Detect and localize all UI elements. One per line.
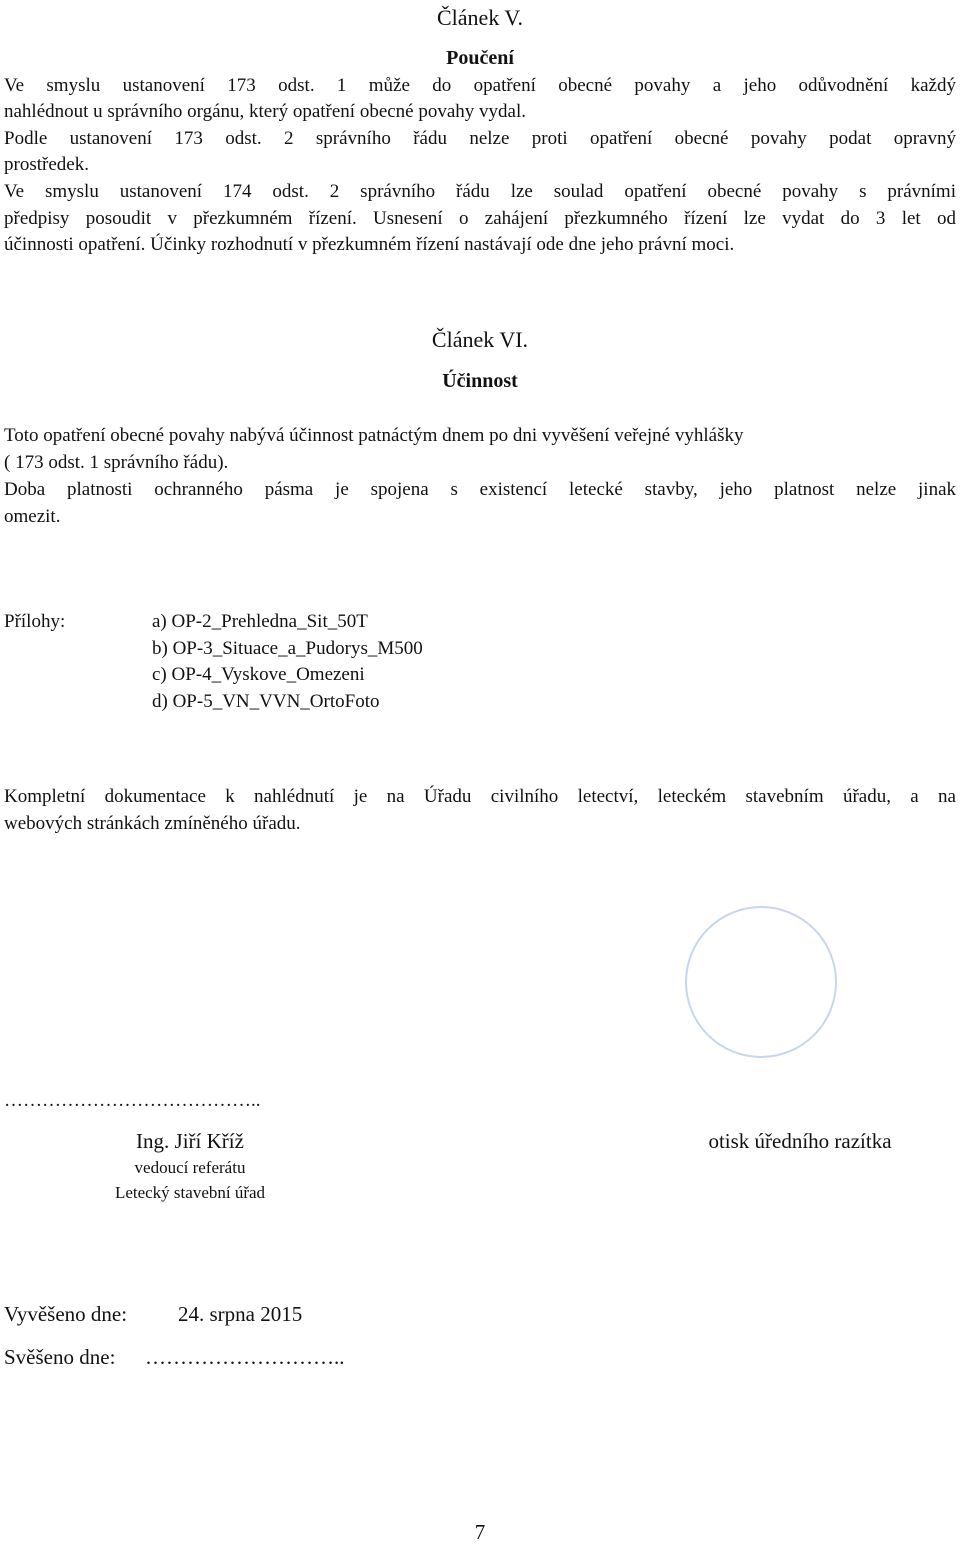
attachments-label: Přílohy: xyxy=(4,611,66,632)
article-5-line: předpisy posoudit v přezkumném řízení. Usnesení o zahájení přezkumného řízení lze vydat do 3 let od xyxy=(4,208,956,229)
attachment-item: c) OP-4_Vyskove_Omezeni xyxy=(152,664,365,685)
signatory-office: Letecký stavební úřad xyxy=(114,1183,266,1202)
posted-date: 24. srpna 2015 xyxy=(178,1302,303,1326)
article-6-subtitle: Účinnost xyxy=(442,370,518,392)
article-5-subtitle: Poučení xyxy=(446,47,514,69)
article-5-line: účinnosti opatření. Účinky rozhodnutí v přezkumném řízení nastávají ode dne jeho právní moci. xyxy=(4,234,735,255)
article-5-line: Ve smyslu ustanovení 174 odst. 2 správního řádu lze soulad opatření obecné povahy s právními xyxy=(4,181,956,202)
article-6-line: omezit. xyxy=(4,506,61,527)
stamp-label: otisk úředního razítka xyxy=(708,1129,892,1153)
documentation-line: Kompletní dokumentace k nahlédnutí je na Úřadu civilního letectví, leteckém stavebním úřadu, a na xyxy=(4,786,956,807)
signature-dots: ………………………………….. xyxy=(4,1090,261,1111)
article-5-line: Podle ustanovení 173 odst. 2 správního řádu nelze proti opatření obecné povahy podat opravný xyxy=(4,128,956,149)
attachment-item: b) OP-3_Situace_a_Pudorys_M500 xyxy=(152,638,423,659)
stamp-circle xyxy=(685,906,837,1058)
attachment-item: d) OP-5_VN_VVN_OrtoFoto xyxy=(152,691,380,712)
signatory-name: Ing. Jiří Kříž xyxy=(136,1129,244,1153)
removed-label: Svěšeno dne: xyxy=(4,1345,116,1369)
documentation-line: webových stránkách zmíněného úřadu. xyxy=(4,813,301,834)
posted-label: Vyvěšeno dne: xyxy=(4,1302,128,1326)
article-6-line: Doba platnosti ochranného pásma je spojena s existencí letecké stavby, jeho platnost nelze jinak xyxy=(4,479,956,500)
article-5-line: nahlédnout u správního orgánu, který opatření obecné povahy vydal. xyxy=(4,101,527,122)
article-6-line: Toto opatření obecné povahy nabývá účinnost patnáctým dnem po dni vyvěšení veřejné vyhlášky xyxy=(4,425,744,446)
signatory-role: vedoucí referátu xyxy=(134,1158,246,1177)
article-5-line: prostředek. xyxy=(4,154,89,175)
attachment-item: a) OP-2_Prehledna_Sit_50T xyxy=(152,611,368,632)
article-5-line: Ve smyslu ustanovení 173 odst. 1 může do opatření obecné povahy a jeho odůvodnění každý xyxy=(4,75,956,96)
page-number: 7 xyxy=(474,1520,486,1544)
article-5-title: Článek V. xyxy=(437,5,523,30)
removed-date: ……………………….. xyxy=(145,1345,345,1369)
article-6-line: ( 173 odst. 1 správního řádu). xyxy=(4,452,229,473)
article-6-title: Článek VI. xyxy=(431,327,529,352)
